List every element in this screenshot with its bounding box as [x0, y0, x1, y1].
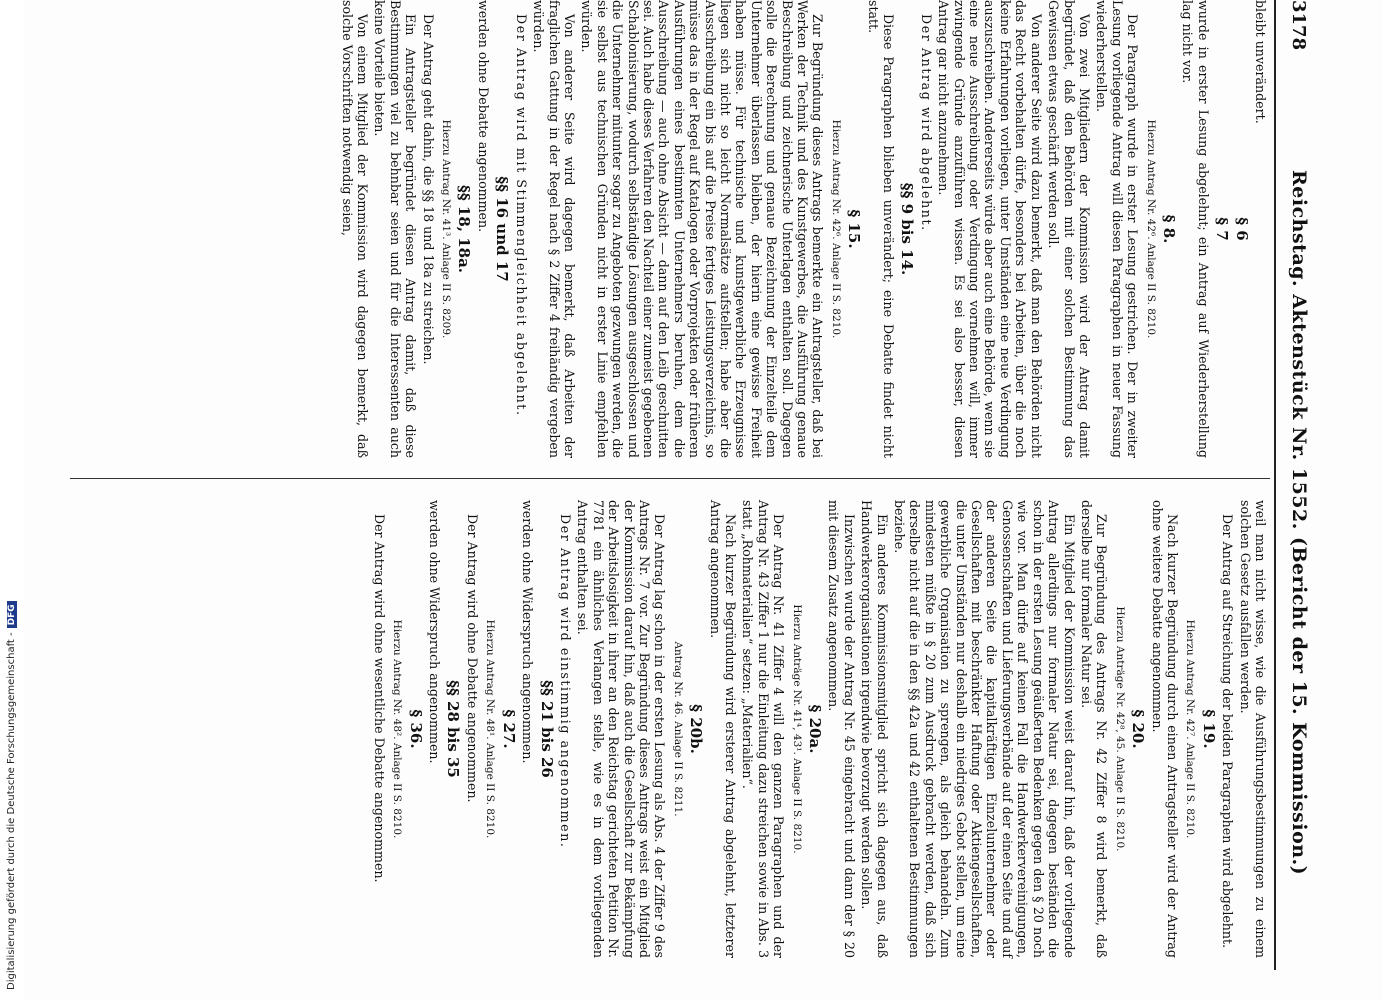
section-heading: § 6 — [1232, 217, 1251, 241]
section-heading: §§ 16 und 17 — [493, 176, 512, 282]
paragraph: Ein anderes Kommissionsmitglied spricht sich dagegen aus, daß Handwerkerorganisationen irgendwie bevorzugt werden sollen. — [859, 500, 890, 958]
motion-note: Hierzu Antrag Nr. 42⁶. Anlage II S. 8210. — [829, 119, 842, 339]
paragraph: Zur Begründung dieses Antrags bemerkte ein Antragsteller, daß bei Werken der Technik und des Kunstgewerbes, die Ausführung genaue Beschreibung und zeichnerische Unterlagen enthalten soll. Dagegen solle die Berechnung und genaue Bezeichnung der Einzelteile dem Unternehmer überlassen bleiben, der hierin eine gewisse Freiheit haben müsse. Für technische und kunstgewerbliche Erzeugnisse liegen sich nicht so leicht Normalsätze aufstellen; habe aber die Ausschreibung ein bis auf die Preise fertiges Leistungsverzeichnis, so müsse das in der Regel auf Katalogen oder Vorprojekten oder früheren Ausführungen eines bestimmten Unternehmers beruhen, dem die Ausschreibung — auch ohne Absicht — dann auf den Leib geschnitten sei. Auch habe dieses Verfahren den Nachteil einer zumeist gegebenen Schablonisierung, wodurch selbständige Lösungen ausgeschlossen und die Unternehmer mitunter sogar zu Angeboten gezwungen werden, die sie selbst aus technischen Gründen nicht in erster Linie empfehlen würden. — [579, 0, 826, 458]
paragraph: werden ohne Debatte angenommen. — [475, 0, 491, 233]
paragraph: Zur Begründung des Antrags Nr. 42 Ziffer 8 wird bemerkt, daß derselbe nur formaler Natur sei. — [1078, 500, 1110, 958]
motion-note: Hierzu Antrag Nr. 42⁶. Anlage II S. 8210. — [1144, 119, 1157, 339]
motion-note: Hierzu Anträge Nr. 41⁴, 43¹. Anlage II S. 8210. — [790, 604, 803, 854]
section-heading: § 20a. — [806, 704, 825, 754]
running-title: Reichstag. Aktenstück Nr. 1552. (Bericht der 15. Kommission.) — [1288, 170, 1310, 876]
paragraph: Nach kurzer Begründung durch einen Antragsteller wird der Antrag ohne weitere Debatte angenommen. — [1149, 500, 1180, 958]
header-rule — [1274, 0, 1276, 970]
section-heading: §§ 9 bis 14. — [898, 182, 917, 276]
section-heading: § 20b. — [687, 704, 706, 754]
digitization-margin — [0, 0, 24, 1000]
right-column — [369, 500, 1268, 958]
paragraph: Nach kurzer Begründung wird ersterer Antrag abgelehnt, letzterer Antrag angenommen. — [707, 500, 738, 958]
paragraph: Der Antrag wird einstimmig angenommen. — [557, 514, 573, 849]
paragraph: Von einem Mitglied der Kommission wird dagegen bemerkt, daß solche Vorschriften notwendig seien, — [339, 0, 371, 458]
paragraph: Der Paragraph wurde in erster Lesung gestrichen. Der in zweiter Lesung vorliegende Antrag will diesen Paragraphen in neuer Fassung wiederherstellen. — [1094, 0, 1141, 458]
page-number: 3178 — [1288, 0, 1309, 51]
paragraph: Von anderer Seite wird dazu bemerkt, daß man den Behörden nicht das Recht vorbehalten dürfe, besonders bei Arbeiten, über die noch keine Erfahrungen vorliegen, unter Umständen eine neue Verdingung auszuschreiben. Andererseits würde aber auch eine Behörde, wenn sie eine neue Ausschreibung oder Verdingung vornehmen will, immer zwingende Gründe anzuführen wissen. Es sei also besser, diesen Antrag gar nicht anzunehmen. — [936, 0, 1044, 458]
paragraph: Der Antrag wird mit Stimmengleichheit abgelehnt. — [513, 14, 529, 417]
paragraph: Der Antrag wird ohne wesentliche Debatte angenommen. — [371, 514, 387, 883]
paragraph: Der Antrag lag schon in der ersten Lesung als Abs. 4 der Ziffer 9 des Antrags Nr. 7 vor. Zur Begründung dieses Antrags weist ein Mitglied der Kommission darauf hin, daß auch die Gesellschaft zur Bekämpfung der Arbeitslosigkeit in ihrer an den Reichstag gerichteten Petition Nr. 7781 ein ähnliches Verlangen stelle, wie es in dem vorliegenden Antrag enthalten sei. — [575, 500, 668, 958]
paragraph: Der Antrag Nr. 41 Ziffer 4 will den ganzen Paragraphen und der Antrag Nr. 43 Ziffer 1 nur die Einleitung dazu streichen sowie in Abs. 3 statt „Rohmaterialien“ setzen: „Materialien“. — [740, 500, 787, 958]
paragraph: Der Antrag wird abgelehnt. — [918, 14, 934, 232]
digitization-text: Digitalisierung gefördert durch die Deutsche Forschungsgemeinschaft - — [6, 632, 17, 990]
paragraph: wurde in erster Lesung abgelehnt; ein Antrag auf Wiederherstellung lag nicht vor. — [1180, 0, 1211, 458]
section-heading: § 7 — [1213, 217, 1232, 241]
paragraph: Der Antrag geht dahin, die §§ 18 und 18a zu streichen. — [420, 14, 436, 365]
column-divider — [70, 478, 1270, 479]
motion-note: Hierzu Antrag Nr. 48². Anlage II S. 8210. — [391, 619, 404, 839]
paragraph: werden ohne Widerspruch angenommen. — [520, 500, 536, 764]
section-heading: § 8. — [1159, 214, 1178, 244]
motion-note: Hierzu Antrag Nr. 41³. Anlage II S. 8209. — [440, 119, 453, 339]
paragraph: Der Antrag wird ohne Debatte angenommen. — [464, 514, 480, 803]
section-heading: § 15. — [845, 209, 864, 249]
paragraph: bleibt unverändert. — [1253, 0, 1268, 124]
left-column — [337, 0, 1268, 458]
section-heading: §§ 18, 18a. — [455, 184, 474, 274]
section-heading: §§ 28 bis 35 — [444, 680, 463, 778]
paragraph: Der Antrag auf Streichung der beiden Paragraphen wird abgelehnt. — [1220, 514, 1236, 949]
motion-note: Hierzu Antrag Nr. 42⁷. Anlage II S. 8210. — [1184, 619, 1197, 839]
digitization-note — [6, 601, 17, 990]
dfg-logo: DFG — [7, 601, 17, 628]
paragraph: Von anderer Seite wird dagegen bemerkt, daß Arbeiten der fraglichen Gattung in der Regel nach § 2 Ziffer 4 freihändig vergeben würden. — [531, 0, 577, 458]
paragraph: Diese Paragraphen blieben unverändert; eine Debatte findet nicht statt. — [865, 0, 897, 458]
section-heading: § 20. — [1129, 709, 1148, 749]
section-heading: §§ 21 bis 26 — [537, 680, 556, 778]
page-header — [1280, 0, 1308, 960]
paragraph: Ein Mitglied der Kommission weist darauf hin, daß der vorliegende Antrag allerdings nur formaler Natur sei, dagegen beständen die schon in der ersten Lesung geäußerten Bedenken gegen den § 20 noch wie vor. Man dürfe auf keinen Fall die Handwerkervereinigungen, Genossenschaften und Lieferungsverbände auf der einen Seite und auf der anderen Seite die kapitalkräftigen Einzelunternehmer oder Gesellschaften mit beschränkter Haftung oder Aktiengesellschaften, die unter Umständen nur deshalb ein niedriges Gebot stellen, um eine gewerbliche Organisation zu sprengen, als gleich behandeln. Zum mindesten müßte in § 20 zum Ausdruck gebracht werden, daß sich derselbe nicht auf die in den §§ 42a und 42 enthaltenen Bestimmungen beziehe. — [892, 500, 1077, 958]
paragraph: Ein Antragsteller begründet diesen Antrag damit, daß diese Bestimmungen viel zu behnbar seien und für die Interessenten auch keine Vorteile bieten. — [372, 0, 419, 458]
section-heading: § 27. — [499, 709, 518, 749]
motion-note: Antrag Nr. 46. Anlage II S. 8211. — [671, 641, 684, 817]
section-heading: § 36. — [406, 709, 425, 749]
motion-note: Hierzu Antrag Nr. 48¹. Anlage II S. 8210. — [484, 619, 497, 839]
paragraph: Inzwischen wurde der Antrag Nr. 45 eingebracht und dann der § 20 mit diesem Zusatz angenommen. — [826, 500, 857, 958]
paragraph: Von zwei Mitgliedern der Kommission wird der Antrag damit begründet, daß den Behörden mit einer solchen Bestimmung das Gewissen etwas geschärft werden soll. — [1046, 0, 1092, 458]
section-heading: § 19. — [1199, 709, 1218, 749]
paragraph: weil man nicht wisse, wie die Ausführungsbestimmungen zu einem solchen Gesetz ausfallen werden. — [1237, 500, 1268, 958]
paragraph: werden ohne Widerspruch angenommen. — [427, 500, 443, 764]
motion-note: Hierzu Anträge Nr. 42⁸, 45. Anlage II S. 8210. — [1113, 606, 1126, 852]
